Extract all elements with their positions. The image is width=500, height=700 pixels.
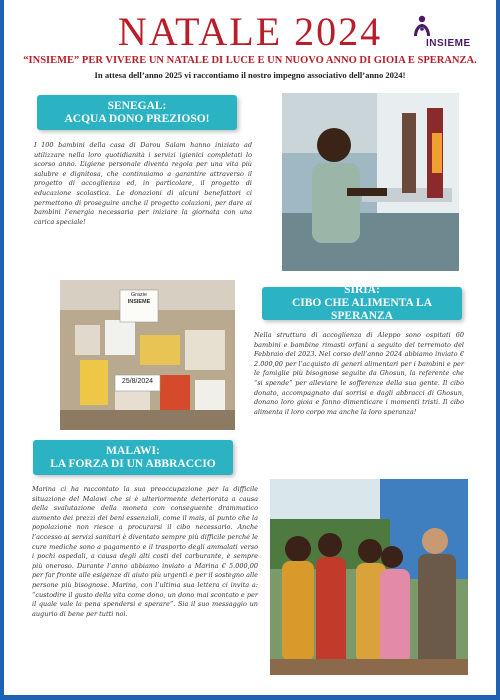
- senegal-text: I 100 bambini della casa di Darou Salam hanno iniziato ad utilizzare nella loro quotidianità i servizi igienici completati lo scorso anno. L’igiene personale diventa regola per una vita più salubre e dignitosa, che continuiamo a garantire attraverso il progetto di accoglienza ed, in particolare, il progetto di educazione scolastica. Le donazioni di alcuni benefattori ci permettono di proseguire anche il progetto colazioni, per dare ai bambini l’energia necessaria per iniziare la giornata con una carica speciale!: [34, 141, 252, 226]
- logo-text: INSIEME: [426, 38, 471, 49]
- insieme-logo-icon: [410, 14, 434, 38]
- bottom-bar: [0, 695, 500, 700]
- insieme-logo: [404, 14, 484, 50]
- siria-photo-sign-line2: INSIEME: [127, 299, 151, 305]
- senegal-photo: [282, 93, 459, 271]
- malawi-heading-line1: MALAWI:: [106, 444, 160, 457]
- malawi-heading: [33, 440, 233, 475]
- malawi-text: Marina ci ha raccontato la sua preoccupazione per la difficile situazione del Malawi che si è ulteriormente deteriorata a causa della svalutazione della moneta con conseguente drammatico aumento dei prezzi dei beni essenziali, come il mais, al punto che la popolazione non riesce a procurarsi il cibo necessario. Anche l’accesso ai servizi sanitari è diventato sempre più difficile perché le cure mediche sono a pagamento e il trasporto degli ammalati verso i pochi ospedali, a causa degli alti costi del carburante, è sempre più oneroso. Durante l’anno abbiamo inviato a Marina € 5.000,00 per far fronte alle esigenze di aiuto più urgenti e per il sostegno alle persone più bisognose. Marina, con l’ultima sua lettera ci invita a: “custodire il gusto della vita come dono, un dono mai scontato e per il quale vale la pena spendersi e sperare”. Sia il suo messaggio un augurio di bene per tutti noi.: [32, 485, 259, 618]
- page-title: NATALE 2024: [117, 9, 383, 54]
- siria-heading-line1: SIRIA:: [344, 284, 380, 296]
- siria-text: Nella struttura di accoglienza di Aleppo sono ospitati 60 bambini e bambine rimasti orfani a seguito del terremoto del Febbraio del 2023. Nel corso dell’anno 2024 abbiamo inviato € 2.000,00 per l’acquisto di generi alimentari per i bambini e per le famiglie più bisognose seguite da Ghosun, la referente che “si spende” per alleviare le sofferenze della sua gente. Il cibo donato, accompagnato dai sorrisi e dagli abbracci di Ghosun, donano loro gioia e fanno dimenticare i momenti tristi. Il cibo alimenta il loro corpo ma anche la loro speranza!: [254, 331, 464, 416]
- page-subtitle: “INSIEME” PER VIVERE UN NATALE DI LUCE E UN NUOVO ANNO DI GIOIA E SPERANZA.: [23, 55, 477, 66]
- senegal-heading: [37, 95, 237, 130]
- siria-heading: [262, 284, 462, 322]
- siria-photo-date: 25/8/2024: [121, 378, 154, 385]
- siria-photo-sign: [120, 292, 158, 306]
- senegal-heading-line1: SENEGAL:: [107, 99, 167, 112]
- malawi-photo: [270, 479, 468, 675]
- intro-text: In attesa dell’anno 2025 vi raccontiamo il nostro impegno associativo dell’anno 2024!: [94, 70, 406, 80]
- siria-heading-line2: CIBO CHE ALIMENTA LA SPERANZA: [291, 297, 433, 322]
- senegal-heading-line2: ACQUA DONO PREZIOSO!: [64, 112, 210, 125]
- siria-photo-sign-line1: Grazie: [130, 292, 148, 298]
- siria-photo: [60, 280, 235, 430]
- malawi-heading-line2: LA FORZA DI UN ABBRACCIO: [50, 457, 216, 470]
